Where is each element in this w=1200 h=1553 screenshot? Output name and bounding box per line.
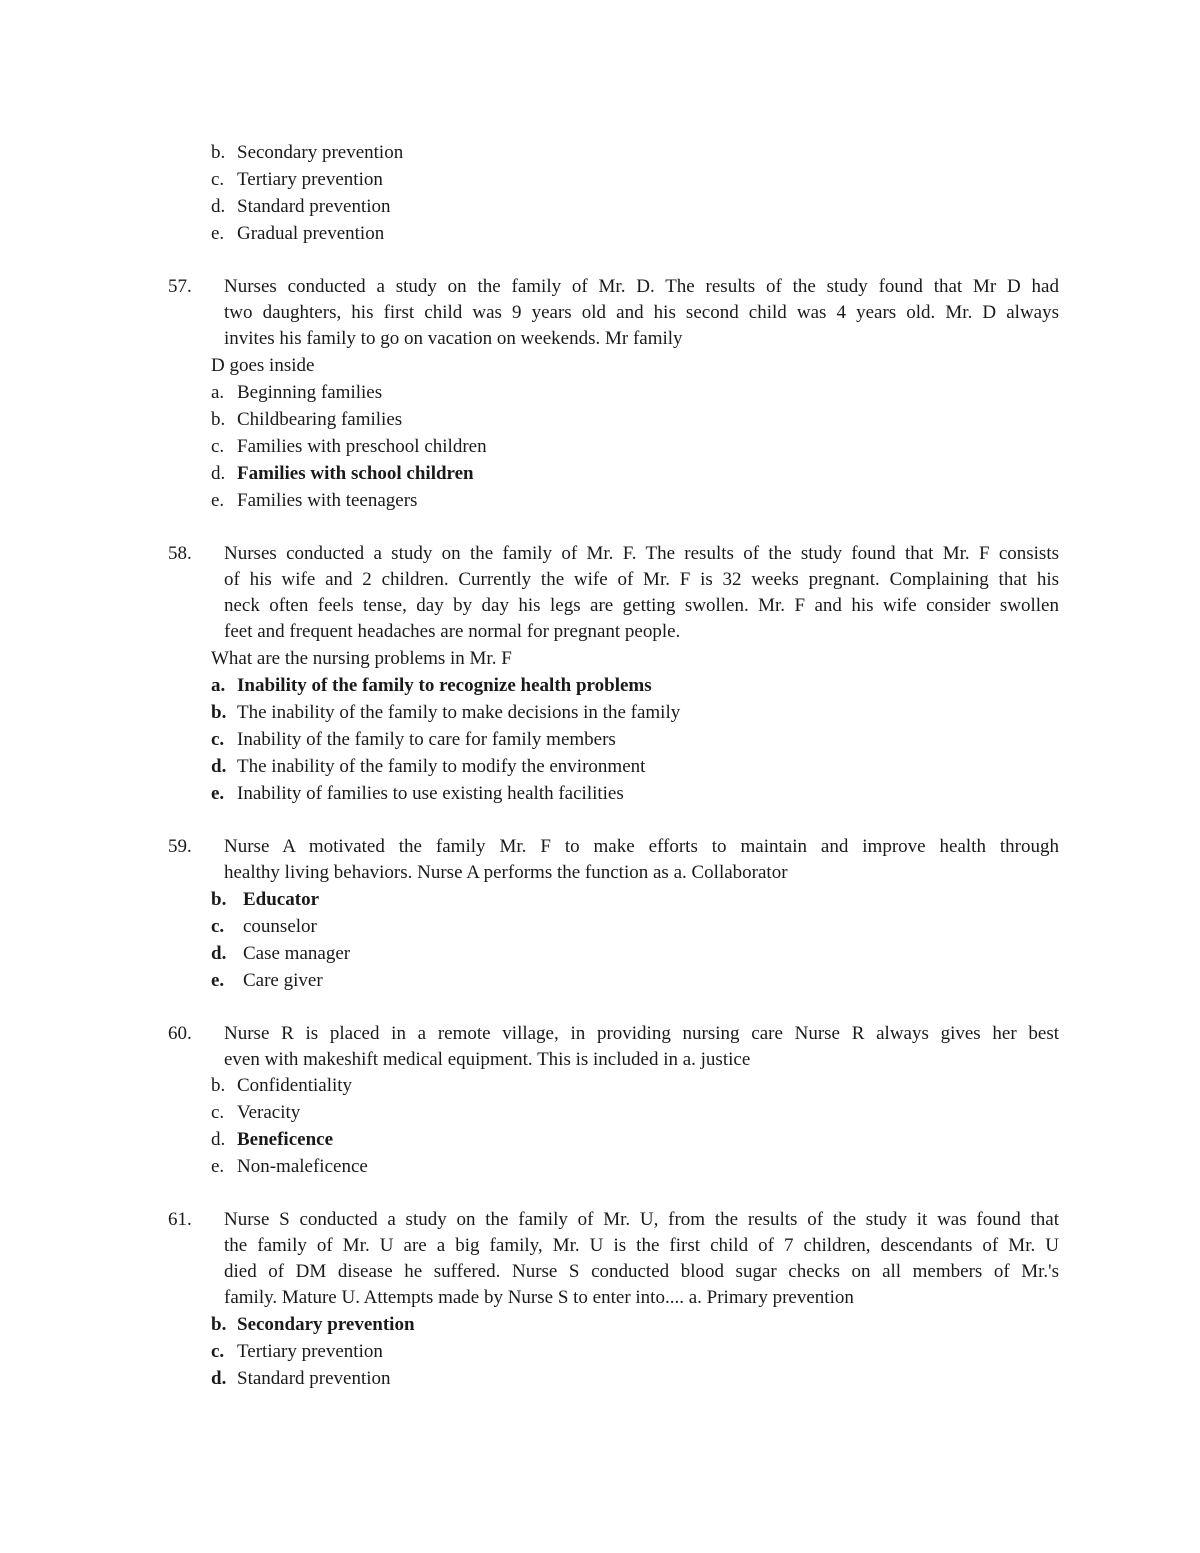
question-stem-line: family. Mature U. Attempts made by Nurse S to enter into.... a. Primary prevention: [224, 1287, 854, 1308]
question-stem-line: healthy living behaviors. Nurse A performs the function as a. Collaborator: [224, 862, 788, 883]
option-58-e: e. Inability of families to use existing health facilities: [211, 783, 624, 804]
option-58-a: a. Inability of the family to recognize health problems: [211, 675, 652, 696]
question-number: 60.: [168, 1023, 192, 1044]
option-56-c: c. Tertiary prevention: [211, 169, 383, 190]
question-stem-line: Nurse A motivated the family Mr. F to make efforts to maintain and improve health through: [224, 836, 1059, 857]
option-59-d: d. Case manager: [211, 943, 351, 964]
question-stem-line: of his wife and 2 children. Currently the wife of Mr. F is 32 weeks pregnant. Complaining that his: [224, 569, 1059, 590]
option-59-b: b. Educator: [211, 889, 319, 910]
option-56-e: e. Gradual prevention: [211, 223, 385, 244]
question-stem-line: even with makeshift medical equipment. This is included in a. justice: [224, 1049, 751, 1070]
question-number: 59.: [168, 836, 192, 857]
option-57-a: a. Beginning families: [211, 382, 383, 403]
option-56-d: d. Standard prevention: [211, 196, 391, 217]
question-stem-line: neck often feels tense, day by day his legs are getting swollen. Mr. F and his wife consider swollen: [224, 595, 1059, 616]
option-57-e: e. Families with teenagers: [211, 490, 418, 511]
question-stem-line: feet and frequent headaches are normal for pregnant people.: [224, 621, 681, 642]
question-stem-line: Nurse R is placed in a remote village, in providing nursing care Nurse R always gives her best: [224, 1023, 1059, 1044]
option-61-d: d. Standard prevention: [211, 1368, 391, 1389]
question-number: 57.: [168, 276, 192, 297]
option-57-b: b. Childbearing families: [211, 409, 403, 430]
option-61-b: b. Secondary prevention: [211, 1314, 415, 1335]
question-stem-line: the family of Mr. U are a big family, Mr. U is the first child of 7 children, descendants of Mr. U: [224, 1235, 1059, 1256]
question-stem-line: Nurses conducted a study on the family of Mr. F. The results of the study found that Mr. F consists: [224, 543, 1059, 564]
question-stem-tail: What are the nursing problems in Mr. F: [211, 648, 512, 669]
option-60-d: d. Beneficence: [211, 1129, 334, 1150]
option-58-b: b. The inability of the family to make decisions in the family: [211, 702, 681, 723]
option-60-c: c. Veracity: [211, 1102, 301, 1123]
option-58-c: c. Inability of the family to care for family members: [211, 729, 616, 750]
correct-answer: Secondary prevention: [237, 1314, 415, 1335]
option-59-c: c. counselor: [211, 916, 317, 937]
question-number: 58.: [168, 543, 192, 564]
question-number: 61.: [168, 1209, 192, 1230]
option-57-d: d. Families with school children: [211, 463, 474, 484]
option-61-c: c. Tertiary prevention: [211, 1341, 383, 1362]
option-56-b: b. Secondary prevention: [211, 142, 404, 163]
option-57-c: c. Families with preschool children: [211, 436, 487, 457]
correct-answer: Educator: [243, 889, 319, 910]
option-59-e: e. Care giver: [211, 970, 323, 991]
question-stem-line: Nurse S conducted a study on the family of Mr. U, from the results of the study it was found that: [224, 1209, 1059, 1230]
question-stem-tail: D goes inside: [211, 355, 315, 376]
option-60-e: e. Non-maleficence: [211, 1156, 368, 1177]
question-stem-line: died of DM disease he suffered. Nurse S conducted blood sugar checks on all members of Mr.'s: [224, 1261, 1059, 1282]
question-stem-line: two daughters, his first child was 9 years old and his second child was 4 years old. Mr. D always: [224, 302, 1059, 323]
correct-answer: Inability of the family to recognize health problems: [237, 675, 652, 696]
question-stem-line: Nurses conducted a study on the family of Mr. D. The results of the study found that Mr D had: [224, 276, 1059, 297]
option-60-b: b. Confidentiality: [211, 1075, 353, 1096]
correct-answer: Families with school children: [237, 463, 474, 484]
question-stem-line: invites his family to go on vacation on weekends. Mr family: [224, 328, 683, 349]
option-58-d: d. The inability of the family to modify the environment: [211, 756, 646, 777]
correct-answer: Beneficence: [237, 1129, 334, 1150]
